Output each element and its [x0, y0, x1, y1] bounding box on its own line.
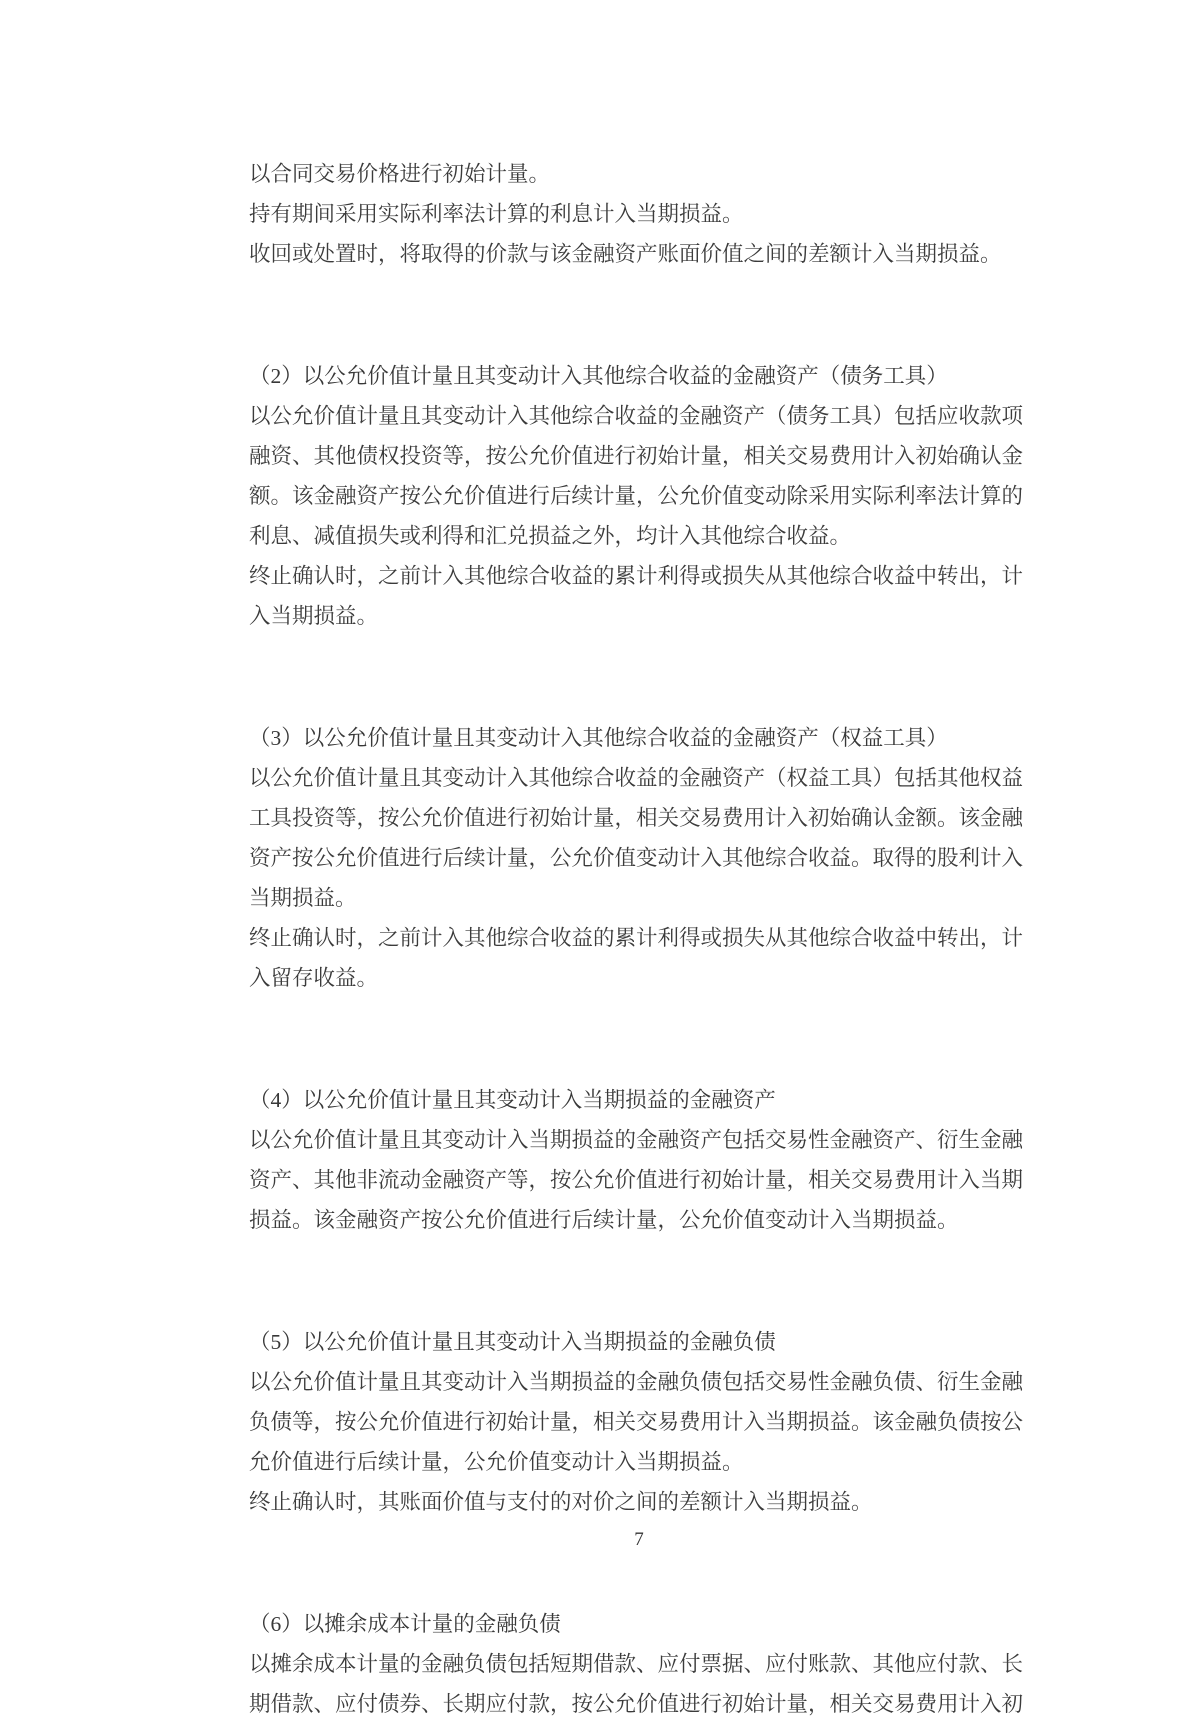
text-line: 入当期损益。 [249, 604, 379, 628]
text-line: 利息、减值损失或利得和汇兑损益之外，均计入其他综合收益。 [249, 524, 852, 548]
section-heading: （3）以公允价值计量且其变动计入其他综合收益的金融资产（权益工具） [249, 726, 948, 750]
text-line: 期借款、应付债券、长期应付款，按公允价值进行初始计量，相关交易费用计入初 [249, 1692, 1024, 1716]
text-line: 资产按公允价值进行后续计量，公允价值变动计入其他综合收益。取得的股利计入 [249, 846, 1024, 870]
section-heading: （6）以摊余成本计量的金融负债 [249, 1612, 561, 1636]
text-line: 负债等，按公允价值进行初始计量，相关交易费用计入当期损益。该金融负债按公 [249, 1410, 1024, 1434]
text-line: 收回或处置时，将取得的价款与该金融资产账面价值之间的差额计入当期损益。 [249, 242, 1002, 266]
text-line: 资产、其他非流动金融资产等，按公允价值进行初始计量，相关交易费用计入当期 [249, 1168, 1024, 1192]
text-line: 以公允价值计量且其变动计入其他综合收益的金融资产（权益工具）包括其他权益 [249, 766, 1024, 790]
text-line: 终止确认时，其账面价值与支付的对价之间的差额计入当期损益。 [249, 1490, 873, 1514]
page-number: 7 [634, 1529, 644, 1550]
text-line: 入留存收益。 [249, 966, 379, 990]
text-line: 额。该金融资产按公允价值进行后续计量，公允价值变动除采用实际利率法计算的 [249, 484, 1024, 508]
text-line: 当期损益。 [249, 886, 357, 910]
text-line: 工具投资等，按公允价值进行初始计量，相关交易费用计入初始确认金额。该金融 [249, 806, 1024, 830]
text-line: 以公允价值计量且其变动计入当期损益的金融资产包括交易性金融资产、衍生金融 [249, 1128, 1024, 1152]
text-line: 终止确认时，之前计入其他综合收益的累计利得或损失从其他综合收益中转出，计 [249, 564, 1024, 588]
text-line: 持有期间采用实际利率法计算的利息计入当期损益。 [249, 202, 744, 226]
text-line: 以公允价值计量且其变动计入当期损益的金融负债包括交易性金融负债、衍生金融 [249, 1370, 1024, 1394]
text-line: 损益。该金融资产按公允价值进行后续计量，公允价值变动计入当期损益。 [249, 1208, 959, 1232]
text-line: 终止确认时，之前计入其他综合收益的累计利得或损失从其他综合收益中转出，计 [249, 926, 1024, 950]
section-heading: （2）以公允价值计量且其变动计入其他综合收益的金融资产（债务工具） [249, 364, 948, 388]
section-heading: （5）以公允价值计量且其变动计入当期损益的金融负债 [249, 1330, 776, 1354]
text-line: 允价值进行后续计量，公允价值变动计入当期损益。 [249, 1450, 744, 1474]
section-heading: （4）以公允价值计量且其变动计入当期损益的金融资产 [249, 1088, 776, 1112]
text-line: 以合同交易价格进行初始计量。 [249, 162, 551, 186]
section [249, 1604, 1029, 1724]
text-line: 以摊余成本计量的金融负债包括短期借款、应付票据、应付账款、其他应付款、长 [249, 1652, 1024, 1676]
page-content [249, 154, 1029, 1724]
section [249, 1322, 1029, 1522]
text-line: 融资、其他债权投资等，按公允价值进行初始计量，相关交易费用计入初始确认金 [249, 444, 1024, 468]
text-line: 以公允价值计量且其变动计入其他综合收益的金融资产（债务工具）包括应收款项 [249, 404, 1024, 428]
section [249, 154, 1029, 274]
section [249, 1080, 1029, 1240]
section [249, 718, 1029, 998]
section [249, 356, 1029, 636]
